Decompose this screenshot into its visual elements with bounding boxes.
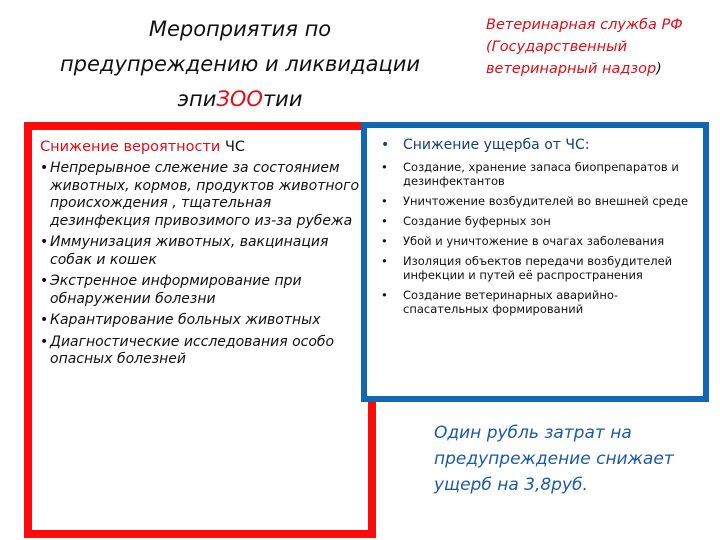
agency-close-paren: ) [656,61,662,77]
risk-heading-abbr: ЧС [224,139,246,155]
list-item: • Изоляция объектов передачи возбудителей инфекции и путей её распространения [377,254,693,282]
cost-benefit-note: Один рубль затрат на предупреждение снижает ущерб на 3,8руб. [434,423,674,495]
title-prefix: эпи [177,87,217,111]
agency-caption [486,14,710,80]
title-highlight: ЗОО [216,87,263,111]
list-item: • Непрерывное слежение за состоянием животных, кормов, продуктов животного происхождения , тщательная дезинфекция привозимого из-за рубежа [40,160,360,230]
damage-measures-list [377,160,693,316]
damage-reduction-heading: • Снижение ущерба от ЧС: [377,136,693,154]
risk-heading-text: Снижение вероятности [40,139,225,155]
page-title [20,12,460,117]
list-item: • Карантирование больных животных [40,312,360,330]
list-item: • Убой и уничтожение в очагах заболевания [377,234,693,248]
list-item: • Иммунизация животных, вакцинация собак и кошек [40,234,360,269]
list-item: • Создание буферных зон [377,214,693,228]
list-item: • Экстренное информирование при обнаружении болезни [40,273,360,308]
title-line-2: предупреждению и ликвидации [59,52,421,76]
risk-reduction-box [24,122,376,538]
risk-reduction-heading [40,138,360,156]
agency-text: Ветеринарная служба РФ (Государственный ветеринарный надзор [486,17,683,77]
list-item: • Уничтожение возбудителей во внешней среде [377,194,693,208]
title-suffix: тии [262,87,303,111]
list-item: • Создание, хранение запаса биопрепаратов и дезинфектантов [377,160,693,188]
damage-reduction-box [361,122,709,402]
title-line-1: Мероприятия по [148,17,332,41]
risk-measures-list [40,160,360,369]
list-item: • Создание ветеринарных аварийно-спасательных формирований [377,288,693,316]
list-item: • Диагностические исследования особо опасных болезней [40,334,360,369]
title-line-3 [20,82,460,117]
